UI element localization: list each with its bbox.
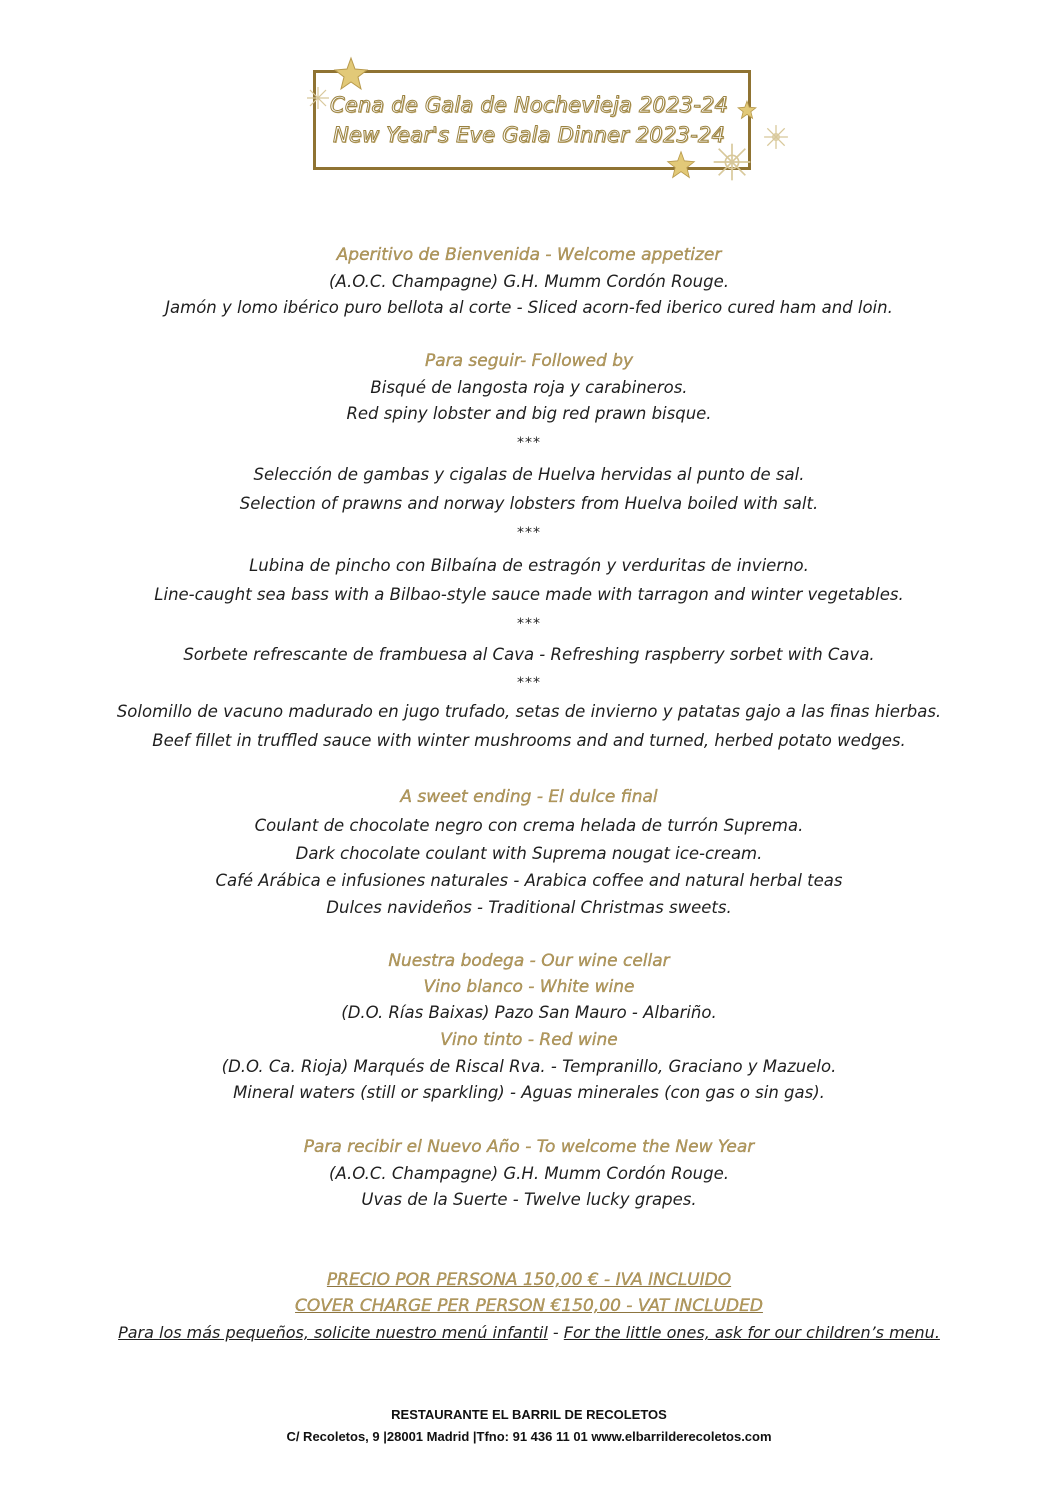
- newyear-heading: Para recibir el Nuevo Año - To welcome the New Year: [303, 1137, 755, 1157]
- menu-item: (D.O. Ca. Rioja) Marqués de Riscal Rva. - Tempranillo, Graciano y Mazuelo.: [221, 1057, 837, 1076]
- restaurant-address: C/ Recoletos, 9 |28001 Madrid |Tfno: 91 436 11 01 www.elbarrilderecoletos.com: [286, 1429, 772, 1444]
- menu-item: Uvas de la Suerte - Twelve lucky grapes.: [361, 1190, 697, 1209]
- menu-item: Beef fillet in truffled sauce with winter mushrooms and and turned, herbed potato wedges.: [152, 731, 906, 750]
- separator-stars: ***: [517, 675, 541, 691]
- kids-menu-note: [0, 1322, 1058, 1344]
- separator-stars: ***: [517, 525, 541, 541]
- followed-heading: Para seguir- Followed by: [424, 351, 634, 371]
- kids-menu-separator: -: [547, 1323, 564, 1342]
- kids-menu-spanish: Para los más pequeños, solicite nuestro menú infantil: [118, 1323, 548, 1342]
- snowflake-icon: [712, 142, 752, 182]
- kids-menu-english: For the little ones, ask for our children’s menu.: [563, 1323, 940, 1342]
- cellar-heading: Nuestra bodega - Our wine cellar: [388, 951, 670, 971]
- menu-item: Café Arábica e infusiones naturales - Arabica coffee and natural herbal teas: [215, 871, 843, 890]
- menu-item: Coulant de chocolate negro con crema helada de turrón Suprema.: [254, 816, 804, 835]
- menu-item: Dark chocolate coulant with Suprema nougat ice-cream.: [295, 844, 763, 863]
- menu-item: Red spiny lobster and big red prawn bisque.: [346, 404, 712, 423]
- star-icon: [666, 150, 696, 180]
- price-english: COVER CHARGE PER PERSON €150,00 - VAT INCLUDED: [295, 1296, 763, 1316]
- restaurant-name: RESTAURANTE EL BARRIL DE RECOLETOS: [391, 1407, 667, 1422]
- separator-stars: ***: [517, 616, 541, 632]
- red-wine-heading: Vino tinto - Red wine: [440, 1030, 618, 1050]
- menu-item: (D.O. Rías Baixas) Pazo San Mauro - Albariño.: [341, 1003, 717, 1022]
- welcome-heading: Aperitivo de Bienvenida - Welcome appetizer: [336, 245, 722, 265]
- menu-item: Line-caught sea bass with a Bilbao-style sauce made with tarragon and winter vegetables.: [154, 585, 904, 604]
- menu-item: Lubina de pincho con Bilbaína de estragón y verduritas de invierno.: [249, 556, 809, 575]
- menu-item: Dulces navideños - Traditional Christmas sweets.: [326, 898, 732, 917]
- dessert-heading: A sweet ending - El dulce final: [400, 787, 658, 807]
- menu-item: (A.O.C. Champagne) G.H. Mumm Cordón Rouge.: [329, 1164, 729, 1183]
- star-icon: [333, 56, 369, 92]
- price-spanish: PRECIO POR PERSONA 150,00 € - IVA INCLUIDO: [326, 1270, 732, 1290]
- menu-item: Mineral waters (still or sparkling) - Aguas minerales (con gas o sin gas).: [233, 1083, 825, 1102]
- title-english: New Year's Eve Gala Dinner 2023-24: [332, 123, 726, 147]
- white-wine-heading: Vino blanco - White wine: [423, 977, 635, 997]
- menu-item: Selection of prawns and norway lobsters from Huelva boiled with salt.: [239, 494, 819, 513]
- menu-item: Selección de gambas y cigalas de Huelva hervidas al punto de sal.: [253, 465, 805, 484]
- title-spanish: Cena de Gala de Nochevieja 2023-24: [329, 93, 729, 117]
- menu-item: Bisqué de langosta roja y carabineros.: [370, 378, 688, 397]
- menu-item: Solomillo de vacuno madurado en jugo trufado, setas de invierno y patatas gajo a las finas hierbas.: [116, 702, 942, 721]
- menu-item: Sorbete refrescante de frambuesa al Cava - Refreshing raspberry sorbet with Cava.: [183, 645, 875, 664]
- menu-item: (A.O.C. Champagne) G.H. Mumm Cordón Rouge.: [329, 272, 729, 291]
- menu-item: Jamón y lomo ibérico puro bellota al corte - Sliced acorn-fed iberico cured ham and loin.: [165, 298, 893, 317]
- separator-stars: ***: [517, 435, 541, 451]
